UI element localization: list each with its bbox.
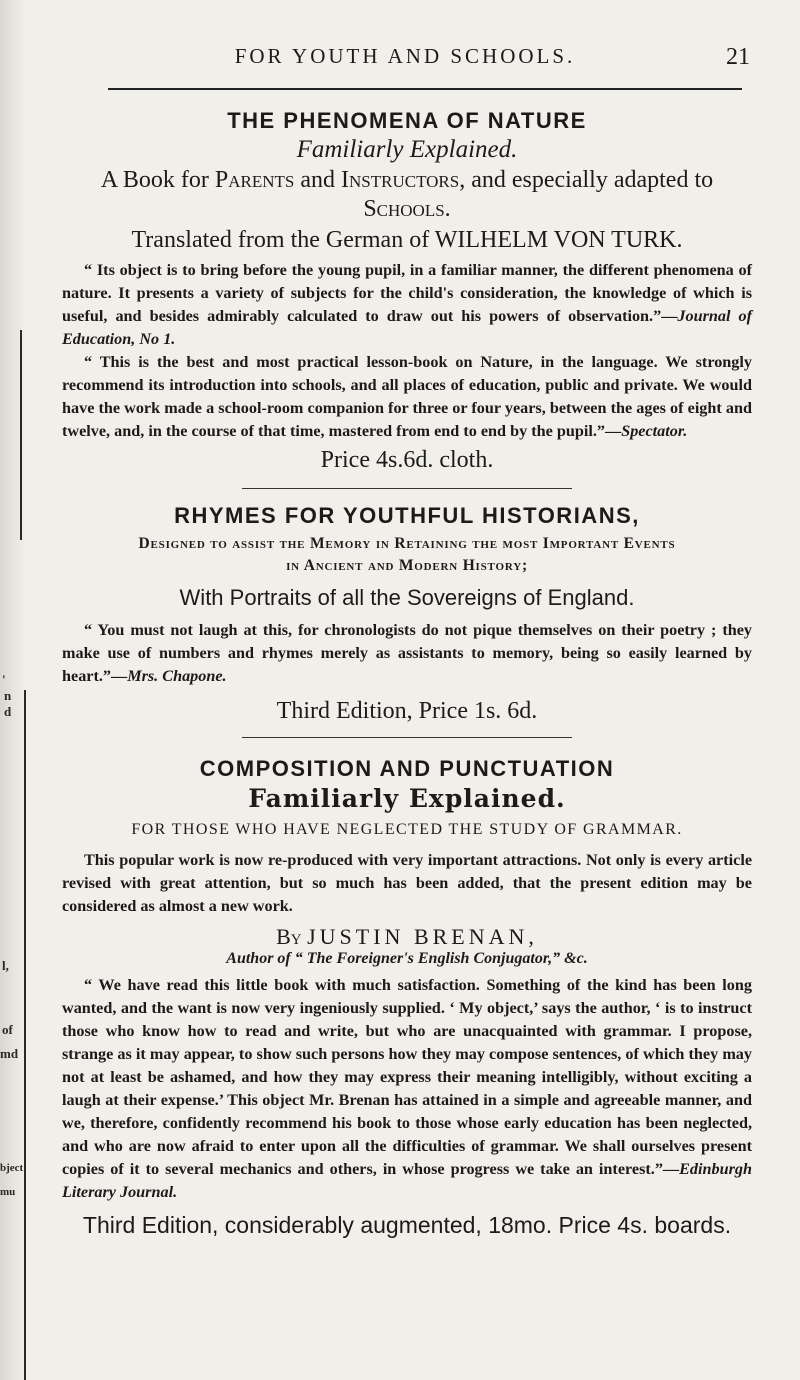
ad-description: This popular work is now re-produced with very important attractions. Not only is every article revised with great attention, but so much has been added, that the present edition may be considered as almost a new work.: [62, 851, 752, 915]
margin-fragment: n: [4, 688, 12, 703]
page-content: [62, 96, 752, 1239]
review-quote: “ We have read this little book with much satisfaction. Something of the kind has been long wanted, and the want is now very ingeniously supplied. ‘ My object,’ says the author, ‘ is to instruct those who know how to read and write, but who are unacquainted with grammar. I propose, strange as it may appear, to show such persons how they may compose sentences, of which they may not at least be ashamed, and how they may express their meaning intelligibly, without exciting a laugh at their expense.’ This object Mr. Brenan has attained in a simple and agreeable manner, and we, therefore, confidently recommend his book to those whose early education has been neglected, and who are now afraid to enter upon all the difficulties of grammar. We shall ourselves present copies of it to several mechanics and others, in whose progress we take an interest.”—Edinburgh Literary Journal.: [62, 976, 752, 1201]
margin-fragment: ': [2, 672, 6, 687]
margin-fragment: l,: [2, 958, 9, 973]
translated-line: Translated from the German of WILHELM VON TURK.: [131, 227, 683, 253]
margin-fragment: md: [0, 1046, 19, 1061]
price-line: Price 4s.6d. cloth.: [320, 447, 494, 473]
edition-line: Third Edition, considerably augmented, 18mo. Price 4s. boards.: [82, 1212, 732, 1238]
gutter-line: [20, 330, 22, 540]
author-byline: By JUSTIN BRENAN,: [276, 924, 538, 949]
section-divider: [242, 488, 572, 489]
for-those-line: FOR THOSE WHO HAVE NEGLECTED THE STUDY OF GRAMMAR.: [131, 821, 683, 838]
review-quote: “ You must not laugh at this, for chronologists do not pique themselves on their poetry ; they make use of numbers and rhymes merely as assistants to memory, being so easily learned by heart.”—Mrs. Chapone.: [62, 621, 752, 685]
section-divider: [242, 737, 572, 738]
ad-rhymes-for-youthful-historians: [62, 503, 752, 725]
ad-phenomena-of-nature: [62, 108, 752, 474]
margin-fragment: bject: [0, 1162, 24, 1174]
margin-fragment: d: [4, 704, 12, 719]
ad-designed-line: Designed to assist the Memory in Retaining the most Important Events in Ancient and Modern History;: [138, 535, 676, 574]
ad-title: RHYMES FOR YOUTHFUL HISTORIANS,: [174, 503, 640, 528]
gutter-line: [24, 690, 26, 1380]
ad-description: A Book for Parents and Instructors, and especially adapted to Schools.: [100, 167, 714, 222]
running-title: FOR YOUTH AND SCHOOLS.: [234, 44, 576, 68]
page-number: 21: [726, 44, 750, 70]
portraits-line: With Portraits of all the Sovereigns of England.: [179, 585, 635, 610]
review-quote: “ Its object is to bring before the young pupil, in a familiar manner, the different phenomena of nature. It presents a variety of subjects for the child's consideration, the knowledge of which is useful, and besides admirably calculated to draw out his powers of observation.”—Journal of Education, No 1.: [62, 261, 752, 348]
header-rule: [108, 88, 742, 90]
page-header: [60, 44, 750, 74]
ad-title: COMPOSITION AND PUNCTUATION: [199, 756, 615, 781]
edition-line: Third Edition, Price 1s. 6d.: [276, 698, 538, 724]
margin-fragment: of: [2, 1022, 13, 1037]
ad-subtitle: Familiarly Explained.: [296, 136, 518, 163]
margin-fragment: mu: [0, 1186, 16, 1198]
ad-subtitle: Familiarly Explained.: [248, 784, 566, 813]
ad-title: THE PHENOMENA OF NATURE: [227, 108, 587, 133]
author-of-line: Author of “ The Foreigner's English Conjugator,” &c.: [226, 950, 588, 967]
ad-composition-and-punctuation: [62, 756, 752, 1239]
review-quote: “ This is the best and most practical lesson-book on Nature, in the language. We strongly recommend its introduction into schools, and all places of education, public and private. We would have the work made a school-room companion for three or four years, between the ages of eight and twelve, and, in the course of that time, mastered from end to end by the pupil.”—Spectator.: [62, 353, 752, 440]
